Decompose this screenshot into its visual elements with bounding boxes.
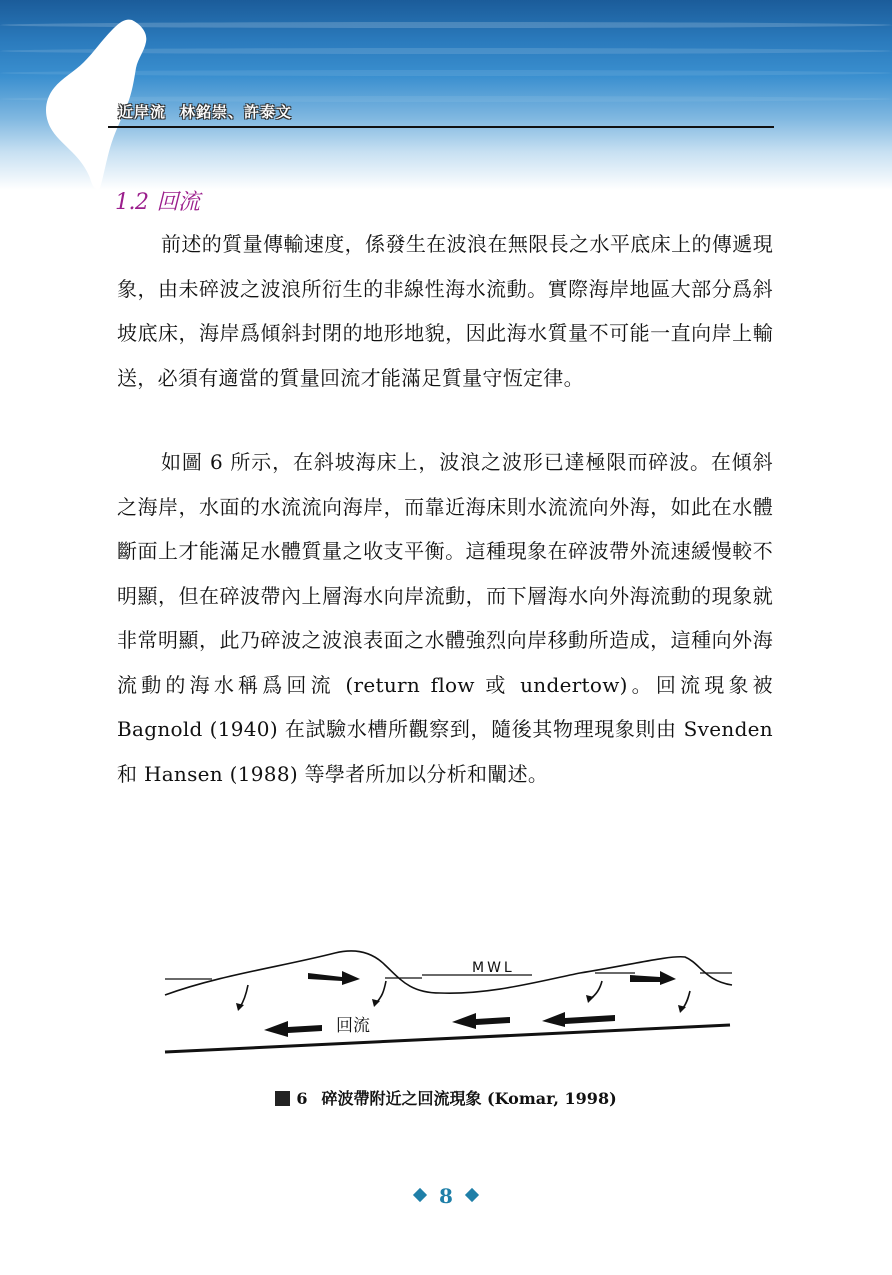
running-header — [118, 101, 292, 122]
header-banner — [0, 0, 892, 190]
figure-number: 6 — [296, 1089, 308, 1108]
section-number: 1.2 — [115, 190, 149, 215]
diamond-right-icon — [465, 1188, 479, 1202]
mwl-label: MWL — [472, 960, 515, 976]
return-flow-label: 回流 — [336, 1016, 370, 1036]
wave-surface — [165, 951, 732, 995]
page-number: 8 — [439, 1184, 453, 1208]
body-paragraph-2: 如圖 6 所示，在斜坡海床上，波浪之波形已達極限而碎波。在傾斜之海岸，水面的水流流向海岸，而靠近海床則水流流向外海，如此在水體斷面上才能滿足水體質量之收支平衡。這種現象在碎波帶外流速緩慢較不明顯，但在碎波帶內上層海水向岸流動，而下層海水向外海流動的現象就非常明顯，此乃碎波之波浪表面之水體強烈向岸移動所造成，這種向外海流動的海水稱爲回流 (return flow 或 undertow)。回流現象被 Bagnold (1940) 在試驗水槽所觀察到，隨後其物理現象則由 Svenden 和 Hansen (1988) 等學者所加以分析和闡述。 — [117, 450, 773, 786]
figure-return-flow-diagram — [160, 945, 735, 1060]
figure-caption-text: 碎波帶附近之回流現象 (Komar, 1998) — [321, 1089, 617, 1108]
page-footer — [0, 1184, 892, 1208]
section-heading — [115, 185, 200, 216]
figure-caption — [0, 1086, 892, 1109]
header-title: 近岸流 — [118, 103, 167, 121]
downward-curve-arrowheads — [236, 995, 686, 1013]
section-title: 回流 — [156, 190, 200, 215]
downward-curve-arrows — [240, 981, 690, 1009]
body-paragraph-1: 前述的質量傳輸速度，係發生在波浪在無限長之水平底床上的傳遞現象，由未碎波之波浪所衍生的非線性海水流動。實際海岸地區大部分爲斜坡底床，海岸爲傾斜封閉的地形地貌，因此海水質量不可能一直向岸上輸送，必須有適當的質量回流才能滿足質量守恆定律。 — [117, 232, 773, 390]
diamond-left-icon — [413, 1188, 427, 1202]
seabed-line — [165, 1025, 730, 1052]
figure-box-icon — [275, 1091, 290, 1106]
header-authors: 林銘崇、許泰文 — [180, 103, 293, 121]
header-rule — [108, 126, 774, 128]
